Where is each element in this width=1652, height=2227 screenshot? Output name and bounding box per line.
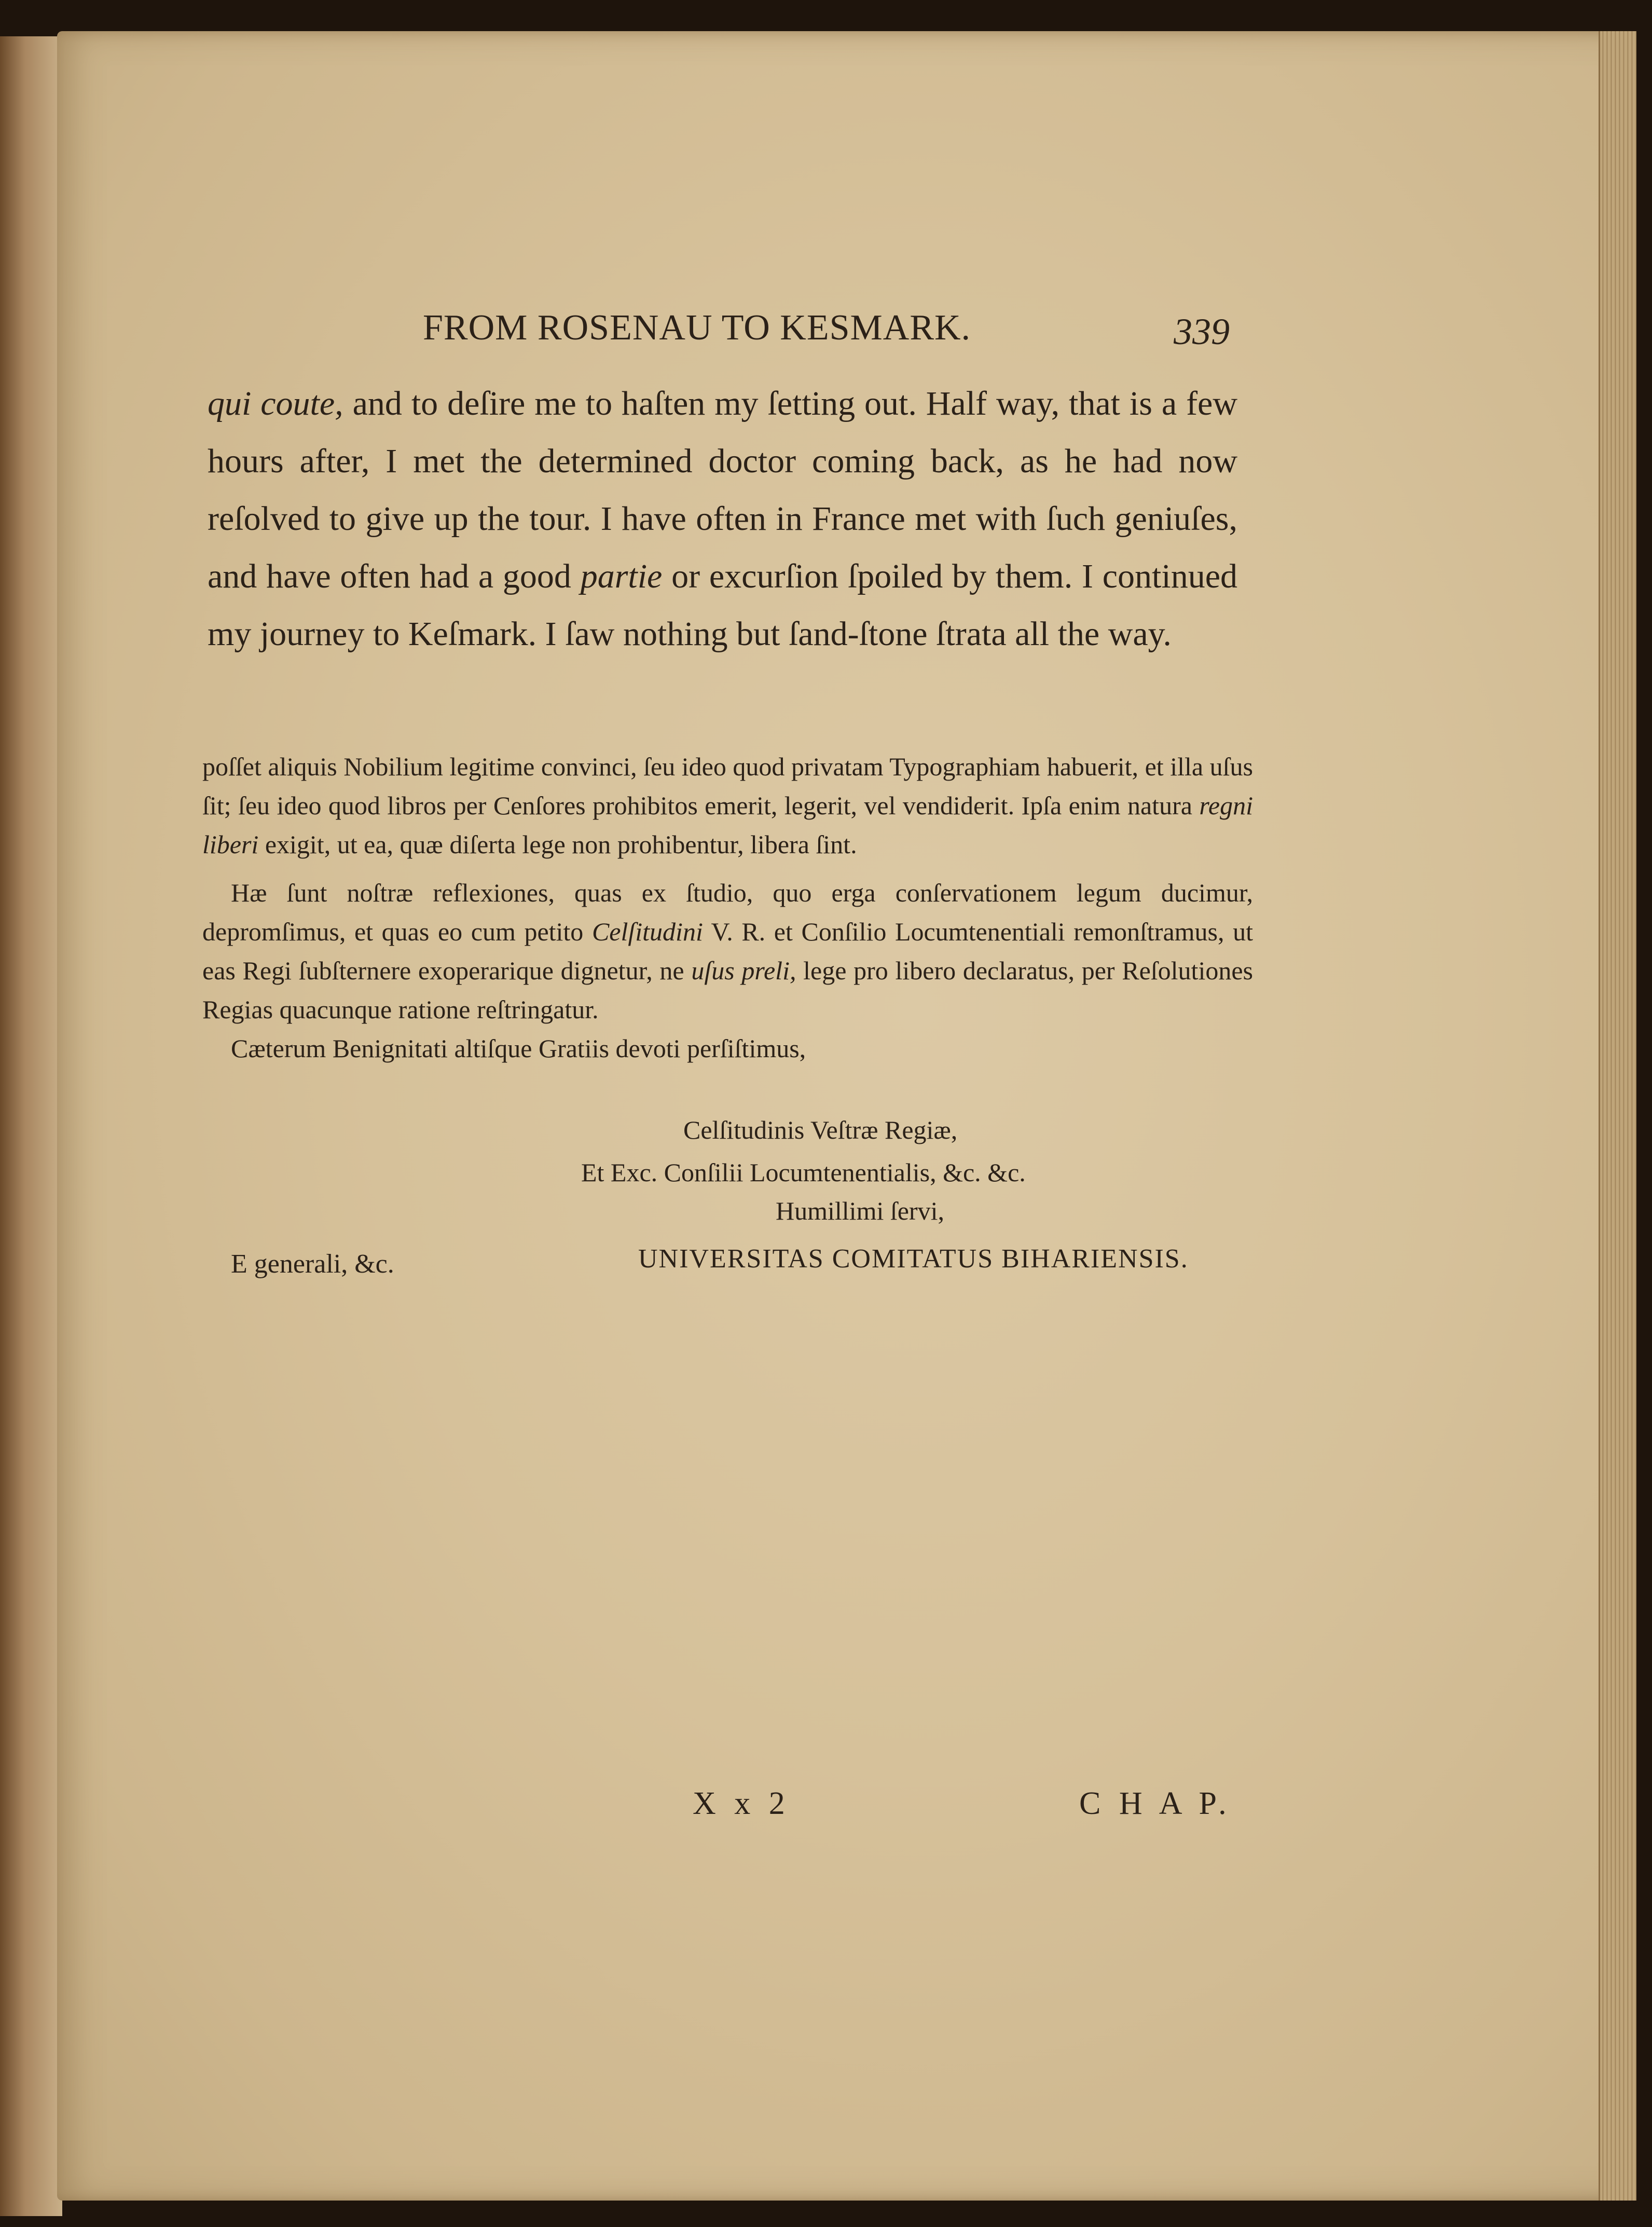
signature-place: E generali, &c.: [231, 1249, 394, 1279]
latin-quotation: [202, 747, 1253, 1068]
signature-line-2: Et Exc. Conſilii Locumtenentialis, &c. &c.: [581, 1158, 1026, 1187]
latin-text: exigit, ut ea, quæ diſerta lege non prohibentur, libera ſint.: [258, 830, 857, 859]
body-italic-partie: partie: [580, 557, 663, 595]
body-text-segment-end: or excurſion ſpoiled by them. I continued my journey to Keſmark. I ſaw nothing but ſand-ſtone ſtrata all the way.: [208, 557, 1237, 653]
latin-italic: Celſitudini: [591, 917, 703, 946]
running-head-title: FROM ROSENAU TO KESMARK.: [423, 308, 971, 348]
signature-line-3: Humillimi ſervi,: [776, 1196, 944, 1225]
signatory-name: UNIVERSITAS COMITATUS BIHARIENSIS.: [638, 1244, 1189, 1274]
signature-mark: X x 2: [693, 1786, 790, 1821]
latin-paragraph-3: Cæterum Benignitati altiſque Gratiis devoti perſiſtimus,: [231, 1034, 806, 1063]
catchword: C H A P.: [1079, 1786, 1232, 1821]
body-paragraph: [208, 375, 1237, 663]
latin-italic: regni liberi: [202, 791, 1253, 859]
latin-text: Hæ ſunt noſtræ reflexiones, quas ex ſtudio, quo erga conſervationem legum ducimur, depromſimus, et quas eo cum petito: [202, 878, 1253, 946]
latin-text: poſſet aliquis Nobilium legitime convinci, ſeu ideo quod privatam Typographiam habuerit, et illa uſus ſit; ſeu ideo quod libros per Cenſores prohibitos emerit, legerit, vel vendiderit. Ipſa enim natura: [202, 752, 1253, 820]
latin-italic: uſus preli,: [691, 956, 796, 985]
latin-text: V. R. et Conſilio Locumtenentiali remonſtramus, ut eas Regi ſubſternere exoperarique dignetur, ne: [202, 917, 1254, 985]
body-text-segment: and to deſire me to haſten my ſetting out. Half way, that is a few hours after, I met the determined doctor coming back, as he had now reſolved to give up the tour. I have often in France met with ſuch geniuſes, and have often had a good: [208, 385, 1238, 595]
latin-paragraph-1: [202, 747, 1253, 864]
signature-line-1: Celſitudinis Veſtræ Regiæ,: [683, 1115, 958, 1144]
latin-text: lege pro libero declaratus, per Reſolutiones Regias quacunque ratione reſtringatur.: [202, 956, 1253, 1024]
main-body-text: [208, 375, 1237, 663]
latin-paragraph-2: [202, 873, 1253, 1029]
page-number: 339: [1174, 311, 1230, 352]
body-italic-phrase: qui coute,: [208, 385, 343, 422]
